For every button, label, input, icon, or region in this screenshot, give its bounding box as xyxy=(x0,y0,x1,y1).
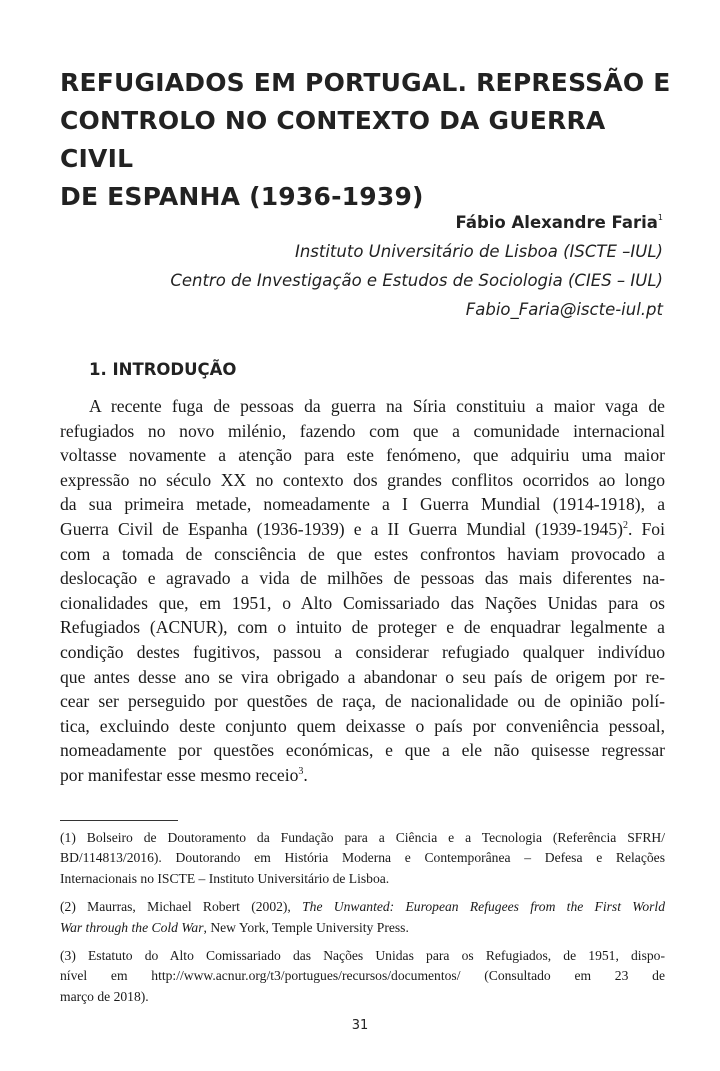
affiliation-research-centre: Centro de Investigação e Estudos de Sociologia (CIES – IUL) xyxy=(170,271,663,290)
footnote-marker: 2 xyxy=(623,519,628,531)
paragraph-line: cionalidades que, em 1951, o Alto Comissariado das Nações Unidas para os xyxy=(60,592,665,613)
paragraph-line: deslocação e agravado a vida de milhões de pessoas das mais diferentes na- xyxy=(60,568,665,589)
author-name: Fábio Alexandre Faria xyxy=(455,213,658,232)
footnotes xyxy=(60,828,665,1015)
footnote-2 xyxy=(60,897,665,938)
affiliation-university: Instituto Universitário de Lisboa (ISCTE –IUL) xyxy=(294,242,663,261)
citation-title: War through the Cold War xyxy=(60,919,204,935)
article-title xyxy=(60,64,680,216)
paragraph-line: condição destes fugitivos, passou a considerar refugiado qualquer indivíduo xyxy=(60,641,665,662)
line-text: Guerra Civil de Espanha (1936-1939) e a II Guerra Mundial (1939-1945) xyxy=(60,518,623,539)
footnote-marker: 3 xyxy=(298,765,304,777)
citation-author: (2) Maurras, Michael Robert (2002), xyxy=(60,899,303,915)
paragraph-line: refugiados no novo milénio, fazendo com que a comunidade internacional xyxy=(60,420,665,441)
paragraph-line: Refugiados (ACNUR), com o intuito de proteger e de enquadrar legalmente a xyxy=(60,617,665,638)
footnote-line xyxy=(60,897,665,917)
line-text: por manifestar esse mesmo receio xyxy=(60,764,299,785)
footnote-line: nível em http://www.acnur.org/t3/portugues/recursos/documentos/ (Consultado em 23 de xyxy=(60,968,665,984)
paragraph-line: com a tomada de consciência de que estes confrontos haviam provocado a xyxy=(60,543,665,564)
paragraph-line: A recente fuga de pessoas da guerra na Síria constituiu a maior vaga de xyxy=(89,396,665,416)
footnote-line: (3) Estatuto do Alto Comissariado das Nações Unidas para os Refugiados, de 1951, dispo- xyxy=(60,948,665,964)
footnote-divider xyxy=(60,820,178,821)
author-email: Fabio_Faria@iscte-iul.pt xyxy=(465,300,663,319)
citation-publisher: , New York, Temple University Press. xyxy=(203,919,409,935)
footnote-marker: 1 xyxy=(657,213,663,222)
paragraph-line: nomeadamente por questões económicas, e que a ele não quisesse regressar xyxy=(60,740,665,761)
footnote-line: Internacionais no ISCTE – Instituto Universitário de Lisboa. xyxy=(60,870,390,886)
page-number: 31 xyxy=(351,1018,369,1033)
paragraph-line: cear ser perseguido por questões de raça, de nacionalidade ou de opinião polí- xyxy=(60,691,665,712)
paragraph-line: da sua primeira metade, nomeadamente a I Guerra Mundial (1914-1918), a xyxy=(60,494,665,515)
footnote-line: março de 2018). xyxy=(60,988,149,1004)
body-paragraph xyxy=(60,394,665,788)
footnote-line: (1) Bolseiro de Doutoramento da Fundação para a Ciência e a Tecnologia (Referência SFRH/ xyxy=(60,830,665,845)
line-text: . Foi xyxy=(628,518,665,539)
line-text: . xyxy=(303,764,308,785)
author-name-line xyxy=(170,203,663,237)
author-block xyxy=(170,203,663,324)
title-line: CONTROLO NO CONTEXTO DA GUERRA CIVIL xyxy=(60,106,606,173)
footnote-line xyxy=(60,918,665,938)
paragraph-line xyxy=(60,763,665,788)
paragraph-line: expressão no século XX no contexto dos grandes conflitos ocorridos ao longo xyxy=(60,469,665,490)
title-line: DE ESPANHA (1936-1939) xyxy=(60,182,424,211)
footnote-1 xyxy=(60,828,665,889)
paragraph-line: voltasse novamente a atenção para este fenómeno, que adquiriu uma maior xyxy=(60,445,665,466)
paragraph-line: tica, excluindo deste conjunto quem deixasse o país por conveniência pessoal, xyxy=(60,715,665,736)
title-line: REFUGIADOS EM PORTUGAL. REPRESSÃO E xyxy=(60,68,671,97)
paragraph-line xyxy=(60,517,665,542)
section-heading: 1. INTRODUÇÃO xyxy=(89,360,237,379)
footnote-3 xyxy=(60,946,665,1007)
paragraph-line: que antes desse ano se vira obrigado a abandonar o seu país de origem por re- xyxy=(60,666,665,687)
citation-title: The Unwanted: European Refugees from the First World xyxy=(302,899,666,915)
footnote-line: BD/114813/2016). Doutorando em História Moderna e Contemporânea – Defesa e Relações xyxy=(60,850,665,866)
